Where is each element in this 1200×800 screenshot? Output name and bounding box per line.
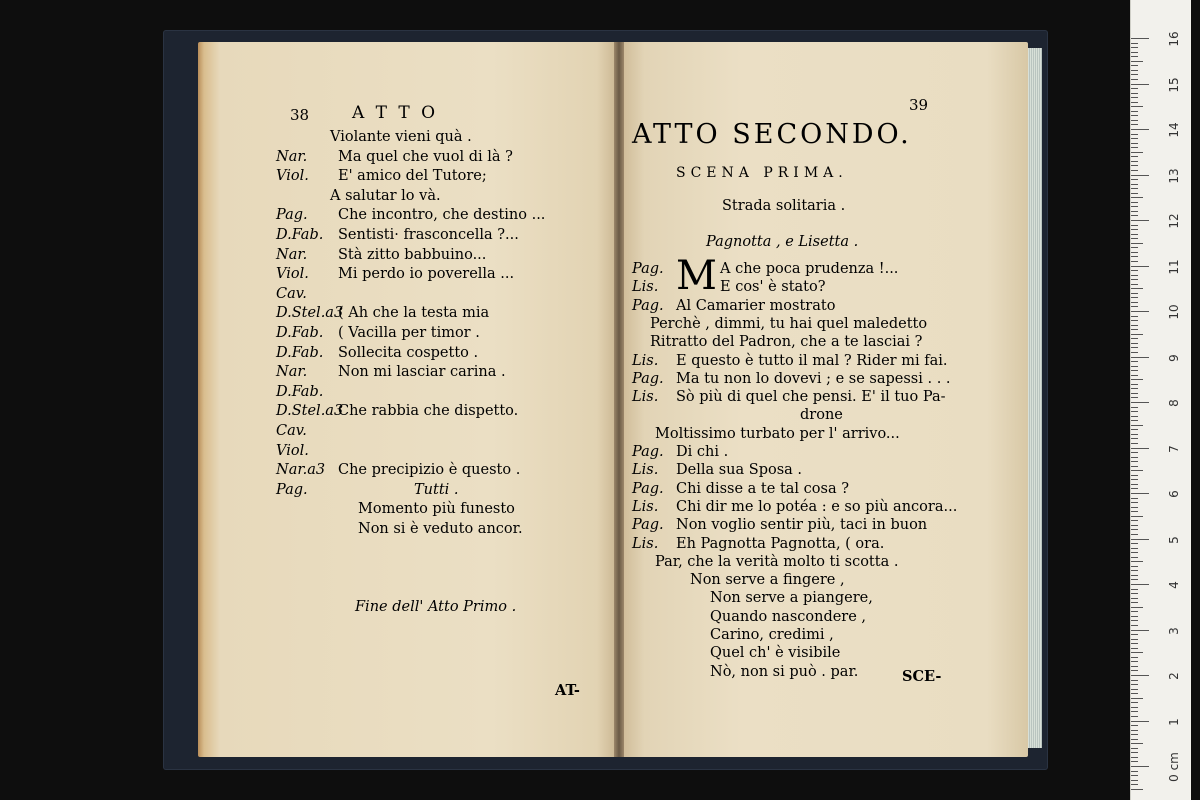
speaker-label: Cav. (276, 423, 307, 439)
ruler-tick (1131, 675, 1149, 676)
ruler-tick (1131, 648, 1138, 649)
ruler-tick (1131, 502, 1138, 503)
ruler-number: 16 (1167, 31, 1181, 47)
ruler-tick (1131, 689, 1138, 690)
ruler-number: 13 (1167, 167, 1181, 184)
ruler-tick (1131, 420, 1138, 421)
ruler-tick (1131, 780, 1138, 781)
ruler-tick (1131, 256, 1138, 257)
dialogue-line: Al Camarier mostrato (676, 297, 836, 314)
ruler-tick (1131, 293, 1138, 294)
ruler-tick (1131, 288, 1143, 289)
ruler-tick (1131, 775, 1138, 776)
ruler-tick (1131, 616, 1138, 617)
ruler-tick (1131, 789, 1143, 790)
ruler-tick (1131, 302, 1138, 303)
ruler-number: 10 (1167, 304, 1181, 320)
ruler-number: 12 (1167, 213, 1181, 229)
tutti-label: Tutti . (414, 482, 459, 498)
ruler-tick (1131, 661, 1138, 662)
ruler-tick (1131, 566, 1138, 567)
ruler-tick (1131, 425, 1143, 426)
left-catchword: AT- (555, 682, 580, 699)
ruler-tick (1131, 70, 1138, 71)
ruler-tick (1131, 325, 1138, 326)
ruler-tick (1131, 520, 1138, 521)
dialogue-line: Perchè , dimmi, tu hai quel maledetto (650, 315, 928, 332)
dialogue-line: Quel ch' è visibile (710, 645, 841, 662)
ruler-tick (1131, 147, 1138, 148)
ruler-tick (1131, 306, 1138, 307)
speaker-label: Pag. (632, 517, 664, 534)
ruler-tick (1131, 202, 1138, 203)
ruler-tick (1131, 461, 1138, 462)
ruler-tick (1131, 74, 1138, 75)
left-page-number: 38 (290, 106, 310, 124)
ruler-tick (1131, 152, 1143, 153)
dialogue-line: Non voglio sentir più, taci in buon (676, 517, 928, 534)
ruler-tick (1131, 479, 1138, 480)
ruler-tick (1131, 156, 1138, 157)
ruler-tick (1131, 61, 1143, 62)
ruler-tick (1131, 429, 1138, 430)
ruler-tick (1131, 215, 1138, 216)
ruler-tick (1131, 634, 1138, 635)
dialogue-line: Ma tu non lo dovevi ; e se sapessi . . . (676, 370, 951, 387)
ruler-tick (1131, 184, 1138, 185)
ruler-tick (1131, 175, 1149, 176)
ruler-tick (1131, 338, 1138, 339)
ruler-tick (1131, 730, 1138, 731)
dialogue-line: Non mi lasciar carina . (338, 364, 506, 381)
ruler-tick (1131, 552, 1138, 553)
dialogue-line: Quando nascondere , (710, 608, 867, 625)
ruler-tick (1131, 630, 1149, 631)
ruler-tick (1131, 106, 1143, 107)
ruler-tick (1131, 311, 1149, 312)
ruler-tick (1131, 134, 1138, 135)
ruler-tick (1131, 266, 1149, 267)
ruler-tick (1131, 579, 1138, 580)
speaker-label: Pag. (632, 480, 664, 497)
dialogue-line: Carino, credimi , (710, 627, 834, 643)
speaker-label: Pag. (632, 370, 664, 387)
ruler-tick (1131, 475, 1138, 476)
ruler-tick (1131, 711, 1138, 712)
ruler-tick (1131, 757, 1138, 758)
ruler-tick (1131, 197, 1143, 198)
dialogue-line: Ma quel che vuol di là ? (338, 148, 513, 165)
ruler-tick (1131, 743, 1143, 744)
speaker-label: Nar. (276, 364, 308, 381)
ruler-tick (1131, 488, 1138, 489)
ruler-tick (1131, 493, 1149, 494)
ruler-tick (1131, 657, 1138, 658)
ruler-tick (1131, 402, 1149, 403)
ruler-tick (1131, 602, 1138, 603)
ruler-tick (1131, 543, 1138, 544)
ruler-number: 4 (1167, 581, 1181, 589)
speaker-label: D.Stel.a3 (276, 403, 344, 420)
ruler-tick (1131, 670, 1138, 671)
dialogue-line: Nò, non si può . par. (710, 663, 859, 680)
dialogue-line: Sentisti· frasconcella ?... (338, 227, 519, 243)
ruler-tick (1131, 188, 1138, 189)
ruler-number: 3 (1167, 626, 1181, 635)
speaker-label: Cav. (276, 285, 307, 302)
ruler-tick (1131, 165, 1138, 166)
speaker-label: Pag. (632, 261, 664, 277)
page-edges (1028, 48, 1042, 748)
ruler-tick (1131, 206, 1138, 207)
ruler-tick (1131, 366, 1138, 367)
ruler-tick (1131, 229, 1138, 230)
ruler-tick (1131, 247, 1138, 248)
ruler-tick (1131, 320, 1138, 321)
ruler-tick (1131, 680, 1138, 681)
measurement-ruler (1130, 0, 1191, 800)
ruler-tick (1131, 584, 1149, 585)
dialogue-line: Non serve a piangere, (710, 590, 873, 607)
ruler-tick (1131, 329, 1138, 330)
dialogue-line: ( Vacilla per timor . (338, 325, 480, 341)
ruler-tick (1131, 702, 1138, 703)
ruler-tick (1131, 739, 1138, 740)
dialogue-line: Mi perdo io poverella ... (338, 266, 515, 283)
speaker-label: Nar.a3 (276, 462, 326, 479)
ruler-tick (1131, 93, 1138, 94)
ruler-tick (1131, 575, 1138, 576)
ruler-tick (1131, 275, 1138, 276)
ruler-tick (1131, 220, 1149, 221)
ruler-tick (1131, 352, 1138, 353)
ruler-tick (1131, 115, 1138, 116)
ruler-tick (1131, 716, 1138, 717)
ruler-tick (1131, 143, 1138, 144)
ruler-tick (1131, 375, 1138, 376)
ruler-tick (1131, 88, 1138, 89)
ruler-tick (1131, 397, 1138, 398)
ruler-tick (1131, 534, 1138, 535)
ruler-tick (1131, 284, 1138, 285)
speaker-label: Viol. (276, 168, 309, 185)
ruler-number: 2 (1167, 672, 1181, 680)
ruler-tick (1131, 65, 1138, 66)
ruler-tick (1131, 438, 1138, 439)
ruler-tick (1131, 457, 1138, 458)
ruler-tick (1131, 334, 1143, 335)
scene-characters: Pagnotta , e Lisetta . (706, 234, 859, 250)
ruler-tick (1131, 466, 1138, 467)
ruler-number: 6 (1167, 490, 1181, 498)
dialogue-line: A che poca prudenza !... (720, 261, 899, 277)
ruler-tick (1131, 211, 1138, 212)
act-title: ATTO SECONDO. (632, 119, 912, 150)
ruler-tick (1131, 193, 1138, 194)
speaker-label: D.Fab. (276, 344, 324, 361)
speaker-label: Pag. (632, 297, 664, 314)
speaker-label: Nar. (276, 246, 308, 263)
speaker-label: Pag. (632, 444, 664, 460)
ruler-tick (1131, 124, 1138, 125)
ruler-tick (1131, 297, 1138, 298)
scene-title: SCENA PRIMA. (676, 165, 848, 181)
ruler-tick (1131, 161, 1138, 162)
ruler-tick (1131, 111, 1138, 112)
ruler-tick (1131, 771, 1138, 772)
ruler-number: 14 (1167, 122, 1181, 138)
ruler-tick (1131, 357, 1149, 358)
speaker-label: Pag. (276, 481, 308, 498)
dialogue-line: Non serve a fingere , (690, 572, 845, 589)
ruler-tick (1131, 252, 1138, 253)
ruler-tick (1131, 516, 1143, 517)
ruler-tick (1131, 347, 1138, 348)
ruler-tick (1131, 507, 1138, 508)
ruler-tick (1131, 721, 1149, 722)
dialogue-line: Ritratto del Padron, che a te lasciai ? (650, 334, 923, 351)
ruler-tick (1131, 170, 1138, 171)
ruler-number: 0 cm (1167, 752, 1181, 782)
speaker-label: Pag. (276, 207, 308, 224)
ruler-number: 9 (1167, 353, 1181, 362)
speaker-label: Lis. (632, 462, 659, 479)
ruler-tick (1131, 43, 1138, 44)
ruler-number: 5 (1167, 535, 1181, 544)
speaker-label: D.Stel.a3 (276, 305, 344, 322)
ruler-tick (1131, 52, 1138, 53)
ruler-number: 7 (1167, 444, 1181, 453)
ruler-tick (1131, 279, 1138, 280)
act-end-note: Fine dell' Atto Primo . (355, 599, 517, 615)
speaker-label: Lis. (632, 535, 659, 552)
ruler-tick (1131, 234, 1138, 235)
ruler-tick (1131, 570, 1138, 571)
ruler-tick (1131, 129, 1149, 130)
ruler-tick (1131, 607, 1143, 608)
ruler-tick (1131, 707, 1138, 708)
ruler-tick (1131, 484, 1138, 485)
ruler-tick (1131, 388, 1138, 389)
ruler-number: 1 (1167, 717, 1181, 726)
dialogue-line: E' amico del Tutore; (338, 168, 487, 185)
ruler-tick (1131, 557, 1138, 558)
ruler-tick (1131, 784, 1138, 785)
ruler-tick (1131, 693, 1138, 694)
ruler-tick (1131, 529, 1138, 530)
speaker-label: Viol. (276, 442, 309, 459)
ruler-number: 15 (1167, 76, 1181, 93)
ruler-tick (1131, 652, 1143, 653)
ruler-tick (1131, 625, 1138, 626)
ruler-tick (1131, 38, 1149, 39)
dialogue-line: Chi disse a te tal cosa ? (676, 480, 849, 497)
ruler-tick (1131, 56, 1138, 57)
running-head: A T T O (352, 103, 439, 123)
dialogue-line: Stà zitto babbuino... (338, 246, 487, 263)
ruler-tick (1131, 666, 1138, 667)
speaker-label: Lis. (632, 389, 659, 406)
ruler-tick (1131, 639, 1138, 640)
ruler-tick (1131, 766, 1149, 767)
dialogue-line: Eh Pagnotta Pagnotta, ( ora. (676, 535, 885, 552)
ruler-tick (1131, 748, 1138, 749)
dialogue-line: drone (800, 407, 843, 424)
dialogue-line: Violante vieni quà . (330, 129, 472, 145)
ruler-number: 11 (1167, 258, 1181, 275)
ruler-tick (1131, 725, 1138, 726)
ruler-tick (1131, 79, 1138, 80)
ruler-tick (1131, 243, 1143, 244)
ruler-tick (1131, 370, 1138, 371)
ruler-tick (1131, 548, 1138, 549)
ruler-tick (1131, 525, 1138, 526)
dialogue-line: Chi dir me lo potéa : e so più ancora... (676, 498, 958, 515)
tutti-line: Non si è veduto ancor. (358, 521, 523, 537)
drop-cap: M (676, 253, 717, 299)
dialogue-line: Sò più di quel che pensi. E' il tuo Pa- (676, 389, 946, 406)
ruler-tick (1131, 97, 1138, 98)
speaker-label: Lis. (632, 279, 659, 296)
ruler-tick (1131, 734, 1138, 735)
ruler-tick (1131, 448, 1149, 449)
dialogue-line: ( Ah che la testa mia (338, 305, 490, 322)
ruler-tick (1131, 225, 1138, 226)
speaker-label: D.Fab. (276, 227, 324, 243)
ruler-tick (1131, 238, 1138, 239)
ruler-tick (1131, 761, 1138, 762)
ruler-tick (1131, 407, 1138, 408)
ruler-tick (1131, 179, 1138, 180)
ruler-tick (1131, 561, 1143, 562)
scene-setting: Strada solitaria . (722, 198, 846, 214)
dialogue-line: Di chi . (676, 444, 729, 460)
ruler-tick (1131, 102, 1138, 103)
ruler-tick (1131, 511, 1138, 512)
ruler-tick (1131, 47, 1138, 48)
ruler-tick (1131, 470, 1143, 471)
ruler-tick (1131, 498, 1138, 499)
ruler-tick (1131, 379, 1143, 380)
ruler-tick (1131, 752, 1138, 753)
dialogue-line: E cos' è stato? (720, 279, 826, 296)
ruler-tick (1131, 120, 1138, 121)
speaker-label: D.Fab. (276, 325, 324, 341)
ruler-tick (1131, 443, 1138, 444)
ruler-tick (1131, 411, 1138, 412)
ruler-tick (1131, 384, 1138, 385)
ruler-tick (1131, 84, 1149, 85)
dialogue-line: E questo è tutto il mal ? Rider mi fai. (676, 352, 948, 369)
dialogue-line: Che incontro, che destino ... (338, 207, 546, 224)
ruler-tick (1131, 316, 1138, 317)
speaker-label: Nar. (276, 148, 308, 165)
ruler-tick (1131, 416, 1138, 417)
dialogue-line: Che precipizio è questo . (338, 462, 521, 479)
ruler-tick (1131, 393, 1138, 394)
ruler-tick (1131, 270, 1138, 271)
speaker-label: Viol. (276, 266, 309, 283)
ruler-number: 8 (1167, 399, 1181, 407)
ruler-tick (1131, 138, 1138, 139)
book-gutter (614, 42, 624, 757)
ruler-tick (1131, 452, 1138, 453)
ruler-tick (1131, 698, 1143, 699)
ruler-tick (1131, 643, 1138, 644)
ruler-tick (1131, 593, 1138, 594)
speaker-label: Lis. (632, 352, 659, 369)
ruler-tick (1131, 684, 1138, 685)
tutti-line: Momento più funesto (358, 501, 515, 517)
dialogue-line: A salutar lo và. (330, 187, 441, 204)
ruler-tick (1131, 539, 1149, 540)
dialogue-line: Che rabbia che dispetto. (338, 403, 519, 420)
ruler-tick (1131, 343, 1138, 344)
dialogue-line: Par, che la verità molto ti scotta . (655, 553, 899, 570)
ruler-tick (1131, 361, 1138, 362)
ruler-tick (1131, 589, 1138, 590)
speaker-label: D.Fab. (276, 383, 324, 400)
ruler-tick (1131, 620, 1138, 621)
ruler-tick (1131, 611, 1138, 612)
dialogue-line: Sollecita cospetto . (338, 344, 479, 361)
ruler-tick (1131, 434, 1138, 435)
speaker-label: Lis. (632, 498, 659, 515)
right-page-number: 39 (909, 96, 929, 114)
dialogue-line: Della sua Sposa . (676, 462, 803, 479)
right-catchword: SCE- (902, 668, 942, 685)
dialogue-line: Moltissimo turbato per l' arrivo... (655, 425, 900, 442)
ruler-tick (1131, 598, 1138, 599)
ruler-tick (1131, 261, 1138, 262)
